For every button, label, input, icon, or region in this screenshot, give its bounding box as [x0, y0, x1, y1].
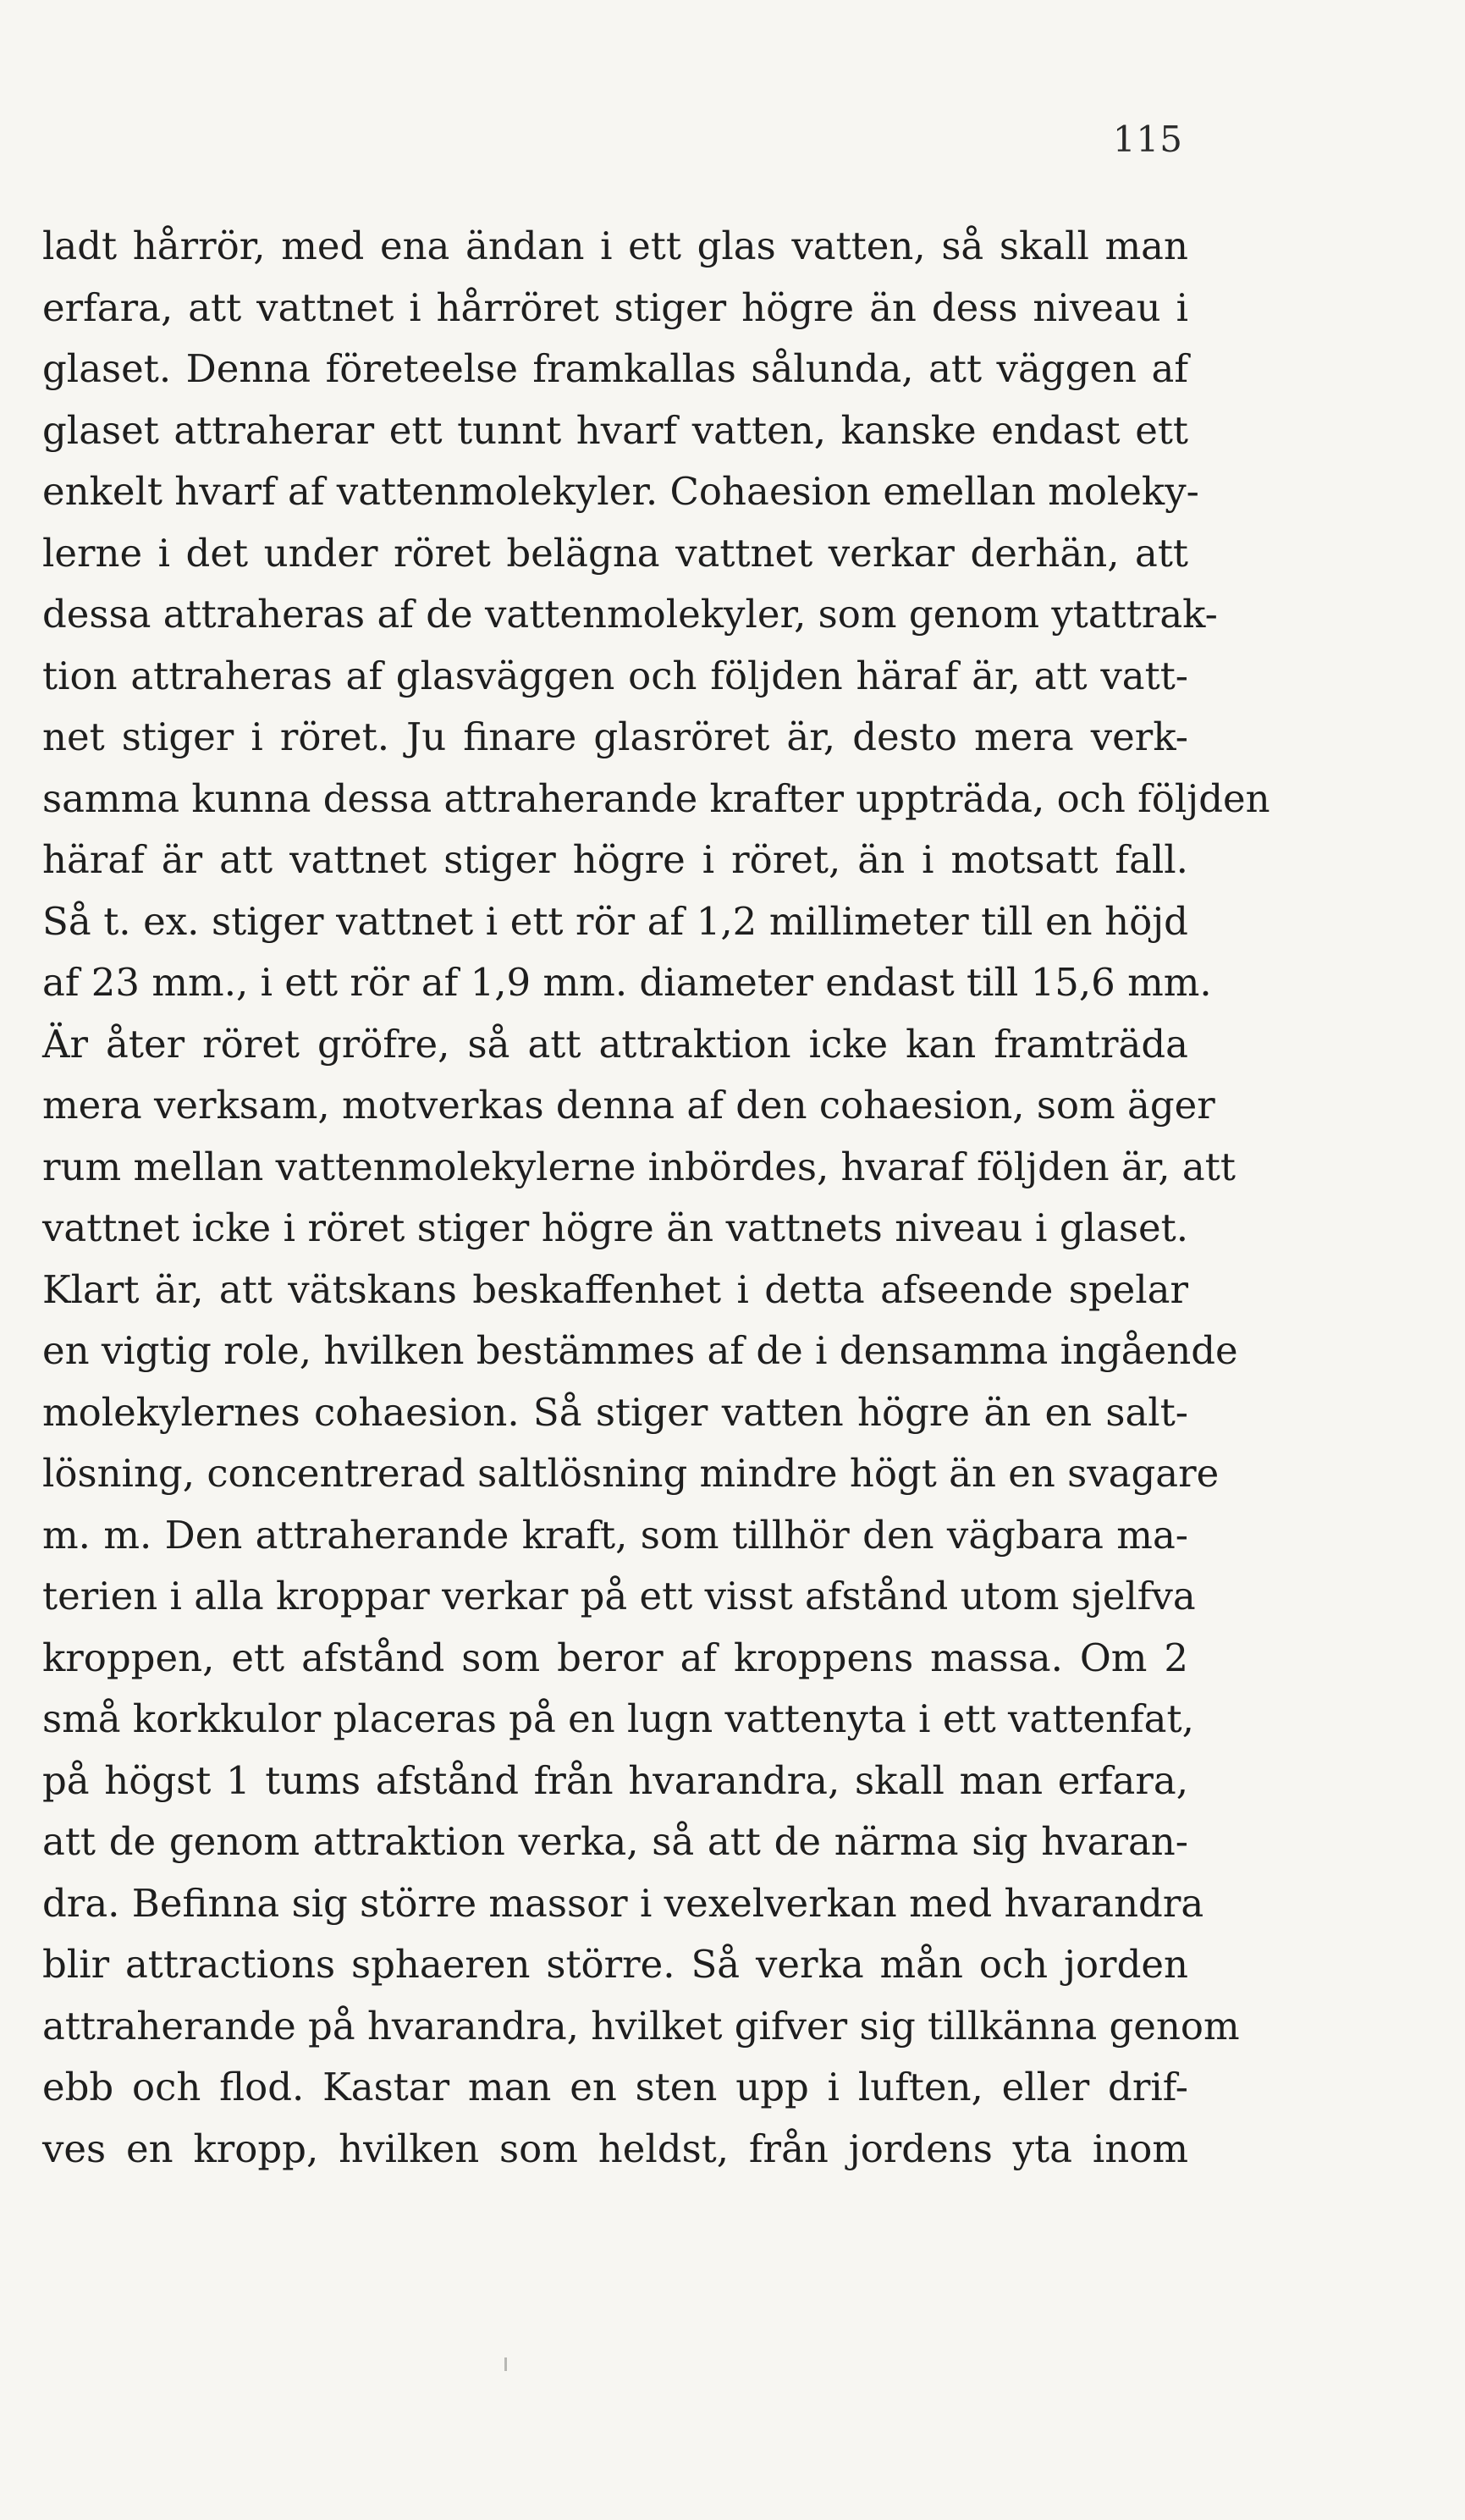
- text-line: dra. Befinna sig större massor i vexelverkan med hvarandra: [42, 1880, 1204, 1926]
- text-line: Klart är, att vätskans beskaffenhet i detta afseende spelar: [42, 1266, 1188, 1312]
- text-line: samma kunna dessa attraherande krafter uppträda, och följden: [42, 775, 1270, 821]
- text-line: häraf är att vattnet stiger högre i röret, än i motsatt fall.: [42, 837, 1188, 882]
- text-line: glaset attraherar ett tunnt hvarf vatten, kanske endast ett: [42, 407, 1188, 453]
- text-line: ladt hårrör, med ena ändan i ett glas vatten, så skall man: [42, 223, 1188, 268]
- text-line: ebb och flod. Kastar man en sten upp i luften, eller drif-: [42, 2065, 1188, 2109]
- text-line: blir attractions sphaeren större. Så verka mån och jorden: [42, 1942, 1188, 1987]
- text-line: enkelt hvarf af vattenmolekyler. Cohaesion emellan moleky-: [42, 469, 1199, 514]
- text-line: rum mellan vattenmolekylerne inbördes, hvaraf följden är, att: [42, 1144, 1236, 1189]
- body-text: [42, 216, 1270, 2180]
- text-line: att de genom attraktion verka, så att de närma sig hvaran-: [42, 1819, 1188, 1864]
- text-line: små korkkulor placeras på en lugn vattenyta i ett vattenfat,: [42, 1696, 1194, 1741]
- text-line: af 23 mm., i ett rör af 1,9 mm. diameter endast till 15,6 mm.: [42, 960, 1212, 1005]
- text-line: Så t. ex. stiger vattnet i ett rör af 1,2 millimeter till en höjd: [42, 898, 1188, 944]
- text-line: på högst 1 tums afstånd från hvarandra, skall man erfara,: [42, 1757, 1188, 1803]
- text-line: tion attraheras af glasväggen och följden häraf är, att vatt-: [42, 653, 1188, 698]
- text-line: attraherande på hvarandra, hvilket gifver sig tillkänna genom: [42, 2003, 1240, 2049]
- text-line: ves en kropp, hvilken som heldst, från jordens yta inom: [42, 2126, 1188, 2171]
- text-line: vattnet icke i röret stiger högre än vattnets niveau i glaset.: [42, 1205, 1188, 1250]
- page-number: 115: [1112, 119, 1183, 160]
- text-line: lösning, concentrerad saltlösning mindre högt än en svagare: [42, 1451, 1220, 1496]
- paper-speck: [504, 2357, 507, 2371]
- text-line: Är åter röret gröfre, så att attraktion icke kan framträda: [42, 1021, 1188, 1067]
- text-line: kroppen, ett afstånd som beror af kroppens massa. Om 2: [42, 1635, 1188, 1680]
- text-line: terien i alla kroppar verkar på ett visst afstånd utom sjelfva: [42, 1574, 1196, 1618]
- text-line: dessa attraheras af de vattenmolekyler, som genom ytattrak-: [42, 592, 1218, 637]
- text-line: en vigtig role, hvilken bestämmes af de i densamma ingående: [42, 1328, 1238, 1373]
- text-line: glaset. Denna företeelse framkallas sålunda, att väggen af: [42, 346, 1188, 391]
- text-line: m. m. Den attraherande kraft, som tillhör den vägbara ma-: [42, 1512, 1188, 1558]
- text-line: mera verksam, motverkas denna af den cohaesion, som äger: [42, 1083, 1215, 1128]
- text-line: molekylernes cohaesion. Så stiger vatten högre än en salt-: [42, 1389, 1188, 1435]
- text-line: erfara, att vattnet i hårröret stiger högre än dess niveau i: [42, 284, 1188, 330]
- text-line: lerne i det under röret belägna vattnet verkar derhän, att: [42, 530, 1188, 576]
- text-line: net stiger i röret. Ju finare glasröret är, desto mera verk-: [42, 714, 1188, 759]
